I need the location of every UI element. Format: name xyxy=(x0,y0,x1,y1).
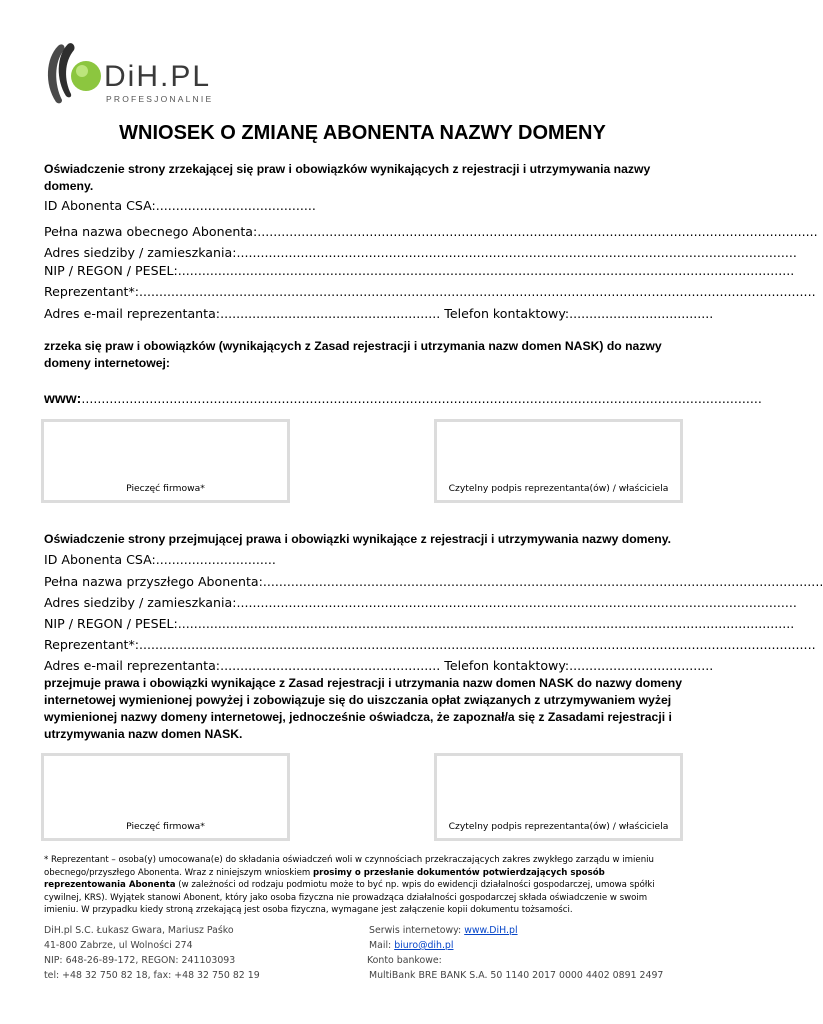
rep-dots[interactable]: ......................................................................................................................................................................... xyxy=(139,637,816,652)
id-label: ID Abonenta CSA: xyxy=(44,198,156,213)
www-dots[interactable]: .......................................................................................................................................................................... xyxy=(81,391,762,406)
logo-brand: DiH.PL xyxy=(104,60,212,93)
section2-id-field xyxy=(44,552,276,567)
logo-tagline: PROFESJONALNIE xyxy=(106,94,214,104)
section1-rep-field xyxy=(44,284,816,299)
logo xyxy=(44,40,244,110)
signature-label-2: Czytelny podpis reprezentanta(ów) / właściciela xyxy=(448,821,669,832)
signature-box-1[interactable] xyxy=(434,419,683,503)
section2-email-field xyxy=(44,658,714,673)
footnote-bold: prosimy o przesłanie dokumentów potwierdzających sposób reprezentowania Abonenta xyxy=(44,867,605,890)
section2-rep-field xyxy=(44,637,816,652)
stamp-label-2: Pieczęć firmowa* xyxy=(126,821,205,832)
name-dots[interactable]: ............................................................................................................................................ xyxy=(262,574,823,589)
logo-mark-icon xyxy=(44,40,106,106)
accept-text: przejmuje prawa i obowiązki wynikające z Zasad rejestracji i utrzymania nazw domen NASK do nazwy domeny internetowej wymienionej powyżej i zobowiązuje się do uiszczania opłat związanych z utrzymywaniem wyżej wymienionej nazwy domeny internetowej, jednocześnie oświadcza, że zapoznał/a się z Zasadami rejestracji i utrzymywania nazw domen NASK. xyxy=(44,676,682,741)
nip-label: NIP / REGON / PESEL: xyxy=(44,263,178,278)
name-label: Pełna nazwa przyszłego Abonenta: xyxy=(44,574,263,589)
address-label: Adres siedziby / zamieszkania: xyxy=(44,245,237,260)
email-label: Adres e-mail reprezentanta: xyxy=(44,658,221,673)
signature-label-1: Czytelny podpis reprezentanta(ów) / właściciela xyxy=(448,483,669,494)
www-label: www: xyxy=(44,390,82,406)
section2-address-field xyxy=(44,595,797,610)
id-label: ID Abonenta CSA: xyxy=(44,552,156,567)
email-dots[interactable]: ....................................................... xyxy=(220,306,441,321)
signature-box-2[interactable] xyxy=(434,753,683,841)
section1-nip-field xyxy=(44,263,795,278)
nip-label: NIP / REGON / PESEL: xyxy=(44,616,178,631)
phone-label: Telefon kontaktowy: xyxy=(444,306,570,321)
bank-account: MultiBank BRE BANK S.A. 50 1140 2017 0000 4402 0891 2497 xyxy=(369,970,664,981)
web-link[interactable]: www.DiH.pl xyxy=(464,925,518,936)
stamp-label-1: Pieczęć firmowa* xyxy=(126,483,205,494)
address-dots[interactable]: ............................................................................................................................................ xyxy=(236,245,797,260)
section1-heading: Oświadczenie strony zrzekającej się praw i obowiązków wynikających z rejestracji i utrzymywania nazwy domeny. xyxy=(44,162,651,193)
address-label: Adres siedziby / zamieszkania: xyxy=(44,595,237,610)
phone-dots[interactable]: .................................... xyxy=(569,306,714,321)
nip-dots[interactable]: .......................................................................................................................................................... xyxy=(177,616,795,631)
section2-heading: Oświadczenie strony przejmującej prawa i obowiązki wynikające z rejestracji i utrzymywania nazwy domeny. xyxy=(44,532,671,546)
section2-name-field xyxy=(44,574,823,589)
id-dots[interactable]: ........................................ xyxy=(155,198,316,213)
stamp-box-2[interactable] xyxy=(41,753,290,841)
name-dots[interactable]: ............................................................................................................................................ xyxy=(257,224,818,239)
company-phones: tel: +48 32 750 82 18, fax: +48 32 750 82 19 xyxy=(44,970,260,981)
page-title: WNIOSEK O ZMIANĘ ABONENTA NAZWY DOMENY xyxy=(119,122,606,144)
rep-dots[interactable]: ......................................................................................................................................................................... xyxy=(139,284,816,299)
email-label: Adres e-mail reprezentanta: xyxy=(44,306,221,321)
footnote-part2: (w zależności od rodzaju podmiotu może to być np. wpis do ewidencji działalności gospodarczej, umowa spółki cywilnej, KRS). Wyjątek stanowi Abonent, który jako osoba fizyczna nie prowadząca działalności gospodarczej składa oświadczenie w swoim imieniu. W przypadku kiedy stroną zrzekającą jest osoba fizyczna, wymagane jest załączenie kopii dokumentu tożsamości. xyxy=(44,880,655,915)
web-row xyxy=(369,925,518,936)
email-dots[interactable]: ....................................................... xyxy=(220,658,441,673)
www-field xyxy=(44,390,762,406)
phone-dots[interactable]: .................................... xyxy=(569,658,714,673)
name-label: Pełna nazwa obecnego Abonenta: xyxy=(44,224,258,239)
section1-name-field xyxy=(44,224,818,239)
section1-id-field xyxy=(44,198,316,213)
web-label: Serwis internetowy: xyxy=(369,925,462,936)
mail-row xyxy=(369,940,453,951)
company-ids: NIP: 648-26-89-172, REGON: 241103093 xyxy=(44,955,236,966)
company-address: 41-800 Zabrze, ul Wolności 274 xyxy=(44,940,193,951)
bank-label: Konto bankowe: xyxy=(367,955,442,966)
stamp-box-1[interactable] xyxy=(41,419,290,503)
footnote-part1: * Reprezentant – osoba(y) umocowana(e) do składania oświadczeń woli w czynnościach przekraczających zakres zwykłego zarządu w imieniu obecnego/przyszłego Abonenta. Wraz z niniejszym wnioskiem xyxy=(44,855,654,878)
phone-label: Telefon kontaktowy: xyxy=(444,658,570,673)
renounce-text: zrzeka się praw i obowiązków (wynikających z Zasad rejestracji i utrzymania nazw domen NASK) do nazwy domeny internetowej: xyxy=(44,339,662,370)
mail-link[interactable]: biuro@dih.pl xyxy=(394,940,454,951)
section1-address-field xyxy=(44,245,797,260)
rep-label: Reprezentant*: xyxy=(44,637,140,652)
section2-nip-field xyxy=(44,616,795,631)
id-dots[interactable]: .............................. xyxy=(155,552,276,567)
footnote xyxy=(44,854,684,917)
mail-label: Mail: xyxy=(369,940,392,951)
address-dots[interactable]: ............................................................................................................................................ xyxy=(236,595,797,610)
company-name: DiH.pl S.C. Łukasz Gwara, Mariusz Paśko xyxy=(44,925,234,936)
nip-dots[interactable]: .......................................................................................................................................................... xyxy=(177,263,795,278)
rep-label: Reprezentant*: xyxy=(44,284,140,299)
section1-email-field xyxy=(44,306,714,321)
